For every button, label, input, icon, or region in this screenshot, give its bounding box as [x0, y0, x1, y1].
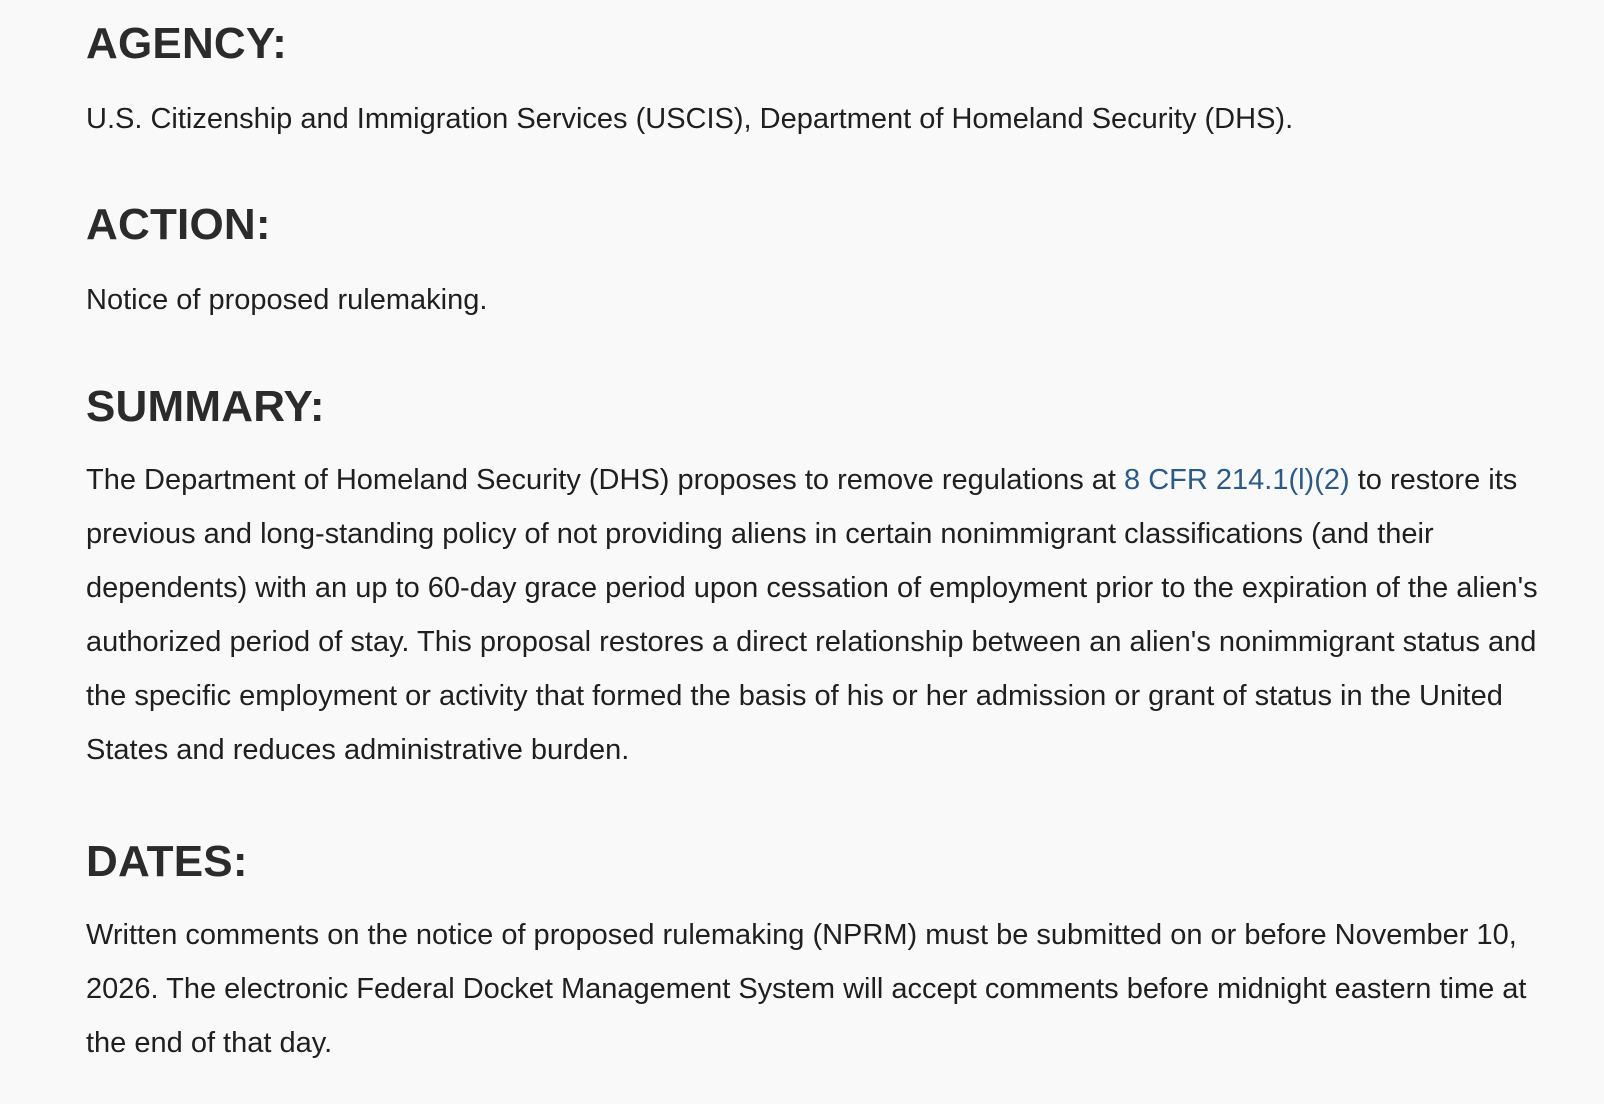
cfr-citation-link[interactable]: 8 CFR 214.1(l)(2): [1124, 464, 1350, 496]
summary-paragraph: [86, 453, 1566, 777]
action-text: Notice of proposed rulemaking.: [86, 284, 488, 316]
summary-text-before-link: The Department of Homeland Security (DHS) proposes to remove regulations at: [86, 464, 1125, 496]
dates-text: Written comments on the notice of proposed rulemaking (NPRM) must be submitted on or before November 10, 2026. The electronic Federal Docket Management System will accept comments before midnight eastern time at the end of that day.: [86, 919, 1527, 1059]
agency-heading: AGENCY:: [86, 19, 288, 68]
action-section: [86, 200, 1566, 327]
agency-text: U.S. Citizenship and Immigration Services (USCIS), Department of Homeland Security (DHS).: [86, 103, 1294, 135]
summary-section: [86, 382, 1566, 777]
summary-text-after-link: to restore its previous and long-standing policy of not providing aliens in certain nonimmigrant classifications (and their dependents) with an up to 60-day grace period upon cessation of employment prior to the expiration of the alien's authorized period of stay. This proposal restores a direct relationship between an alien's nonimmigrant status and the specific employment or activity that formed the basis of his or her admission or grant of status in the United States and reduces administrative burden.: [86, 464, 1538, 766]
summary-heading: SUMMARY:: [86, 382, 325, 431]
dates-section: [86, 837, 1566, 1070]
action-heading: ACTION:: [86, 200, 271, 249]
dates-heading: DATES:: [86, 837, 248, 886]
agency-section: [86, 19, 1566, 146]
